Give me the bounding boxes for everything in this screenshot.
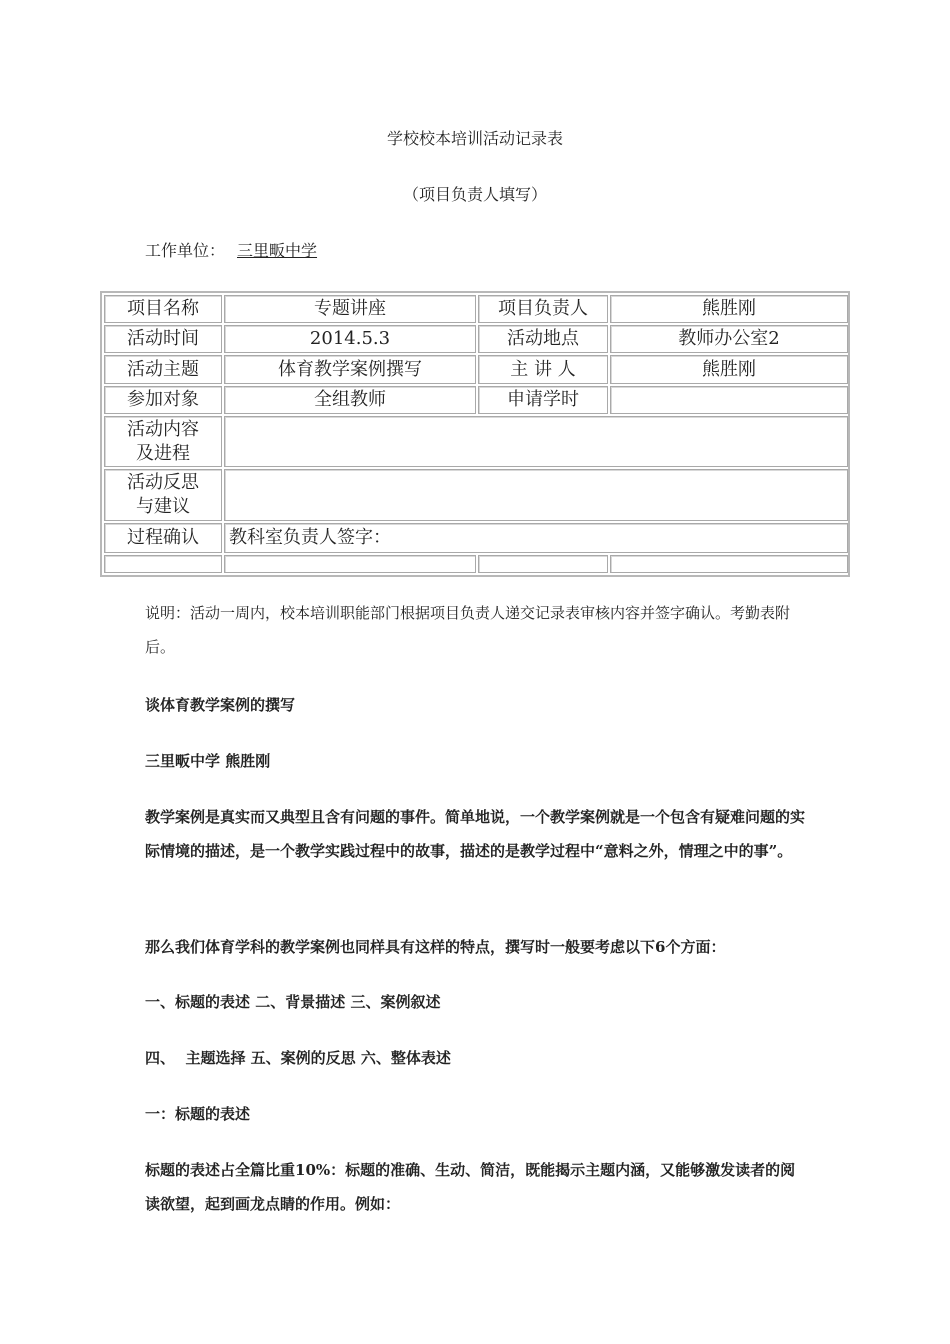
form-note: 说明：活动一周内，校本培训职能部门根据项目负责人递交记录表审核内容并签字确认。考勤表附后。: [145, 604, 791, 656]
theme-value: 体育教学案例撰写: [224, 355, 476, 383]
leader-value: 熊胜刚: [610, 295, 848, 323]
empty-cell: [104, 555, 222, 573]
table-row: [104, 386, 848, 414]
empty-cell: [224, 555, 476, 573]
table-row: [104, 416, 848, 467]
article-paragraph: 那么我们体育学科的教学案例也同样具有这样的特点，撰写时一般要考虑以下6个方面：: [145, 938, 726, 956]
leader-label: 项目负责人: [478, 295, 608, 323]
theme-label: 活动主题: [104, 355, 222, 383]
place-value: 教师办公室2: [610, 325, 848, 353]
table-row: [104, 295, 848, 323]
participants-value: 全组教师: [224, 386, 476, 414]
content-label-line1: 活动内容: [127, 418, 199, 440]
article-heading: 谈体育教学案例的撰写: [145, 696, 296, 714]
speaker-label: 主 讲 人: [478, 355, 608, 383]
form-subtitle: （项目负责人填写）: [402, 185, 547, 204]
hours-label: 申请学时: [478, 386, 608, 414]
article-paragraph: 一、标题的表述 二、背景描述 三、案例叙述: [145, 993, 441, 1011]
empty-cell: [478, 555, 608, 573]
content-label-line2: 及进程: [136, 442, 190, 464]
reflection-label-line1: 活动反思: [127, 471, 199, 493]
article-paragraph: 教学案例是真实而又典型且含有问题的事件。简单地说，一个教学案例就是一个包含有疑难问题的实际情境的描述，是一个教学实践过程中的故事，描述的是教学过程中“意料之外，情理之中的事”。: [145, 808, 806, 860]
table-row: [104, 355, 848, 383]
confirm-value: 教科室负责人签字：: [224, 523, 848, 553]
empty-cell: [610, 555, 848, 573]
table-row: [104, 523, 848, 553]
article-paragraph: 四、 主题选择 五、案例的反思 六、整体表述: [145, 1049, 451, 1067]
hours-value: [610, 386, 848, 414]
confirm-label: 过程确认: [104, 523, 222, 553]
form-title: 学校校本培训活动记录表: [386, 129, 563, 148]
work-unit-value: 三里畈中学: [237, 241, 318, 260]
table-row: [104, 469, 848, 520]
article-paragraph: 标题的表述占全篇比重10%：标题的准确、生动、简洁，既能揭示主题内涵，又能够激发读者的阅读欲望，起到画龙点睛的作用。例如：: [145, 1161, 796, 1213]
place-label: 活动地点: [478, 325, 608, 353]
table-row: [104, 325, 848, 353]
reflection-label: [104, 469, 222, 520]
record-table: [100, 291, 850, 577]
project-name-label: 项目名称: [104, 295, 222, 323]
table-row: [104, 555, 848, 573]
time-value: 2014.5.3: [224, 325, 476, 353]
time-label: 活动时间: [104, 325, 222, 353]
work-unit-line: [145, 238, 323, 261]
work-unit-label: 工作单位：: [145, 241, 226, 260]
reflection-label-line2: 与建议: [136, 495, 190, 517]
project-name-value: 专题讲座: [224, 295, 476, 323]
reflection-value: [224, 469, 848, 520]
participants-label: 参加对象: [104, 386, 222, 414]
article-section-heading: 一：标题的表述: [145, 1105, 251, 1123]
article-author: 三里畈中学 熊胜刚: [145, 752, 271, 770]
speaker-value: 熊胜刚: [610, 355, 848, 383]
content-label: [104, 416, 222, 467]
content-value: [224, 416, 848, 467]
